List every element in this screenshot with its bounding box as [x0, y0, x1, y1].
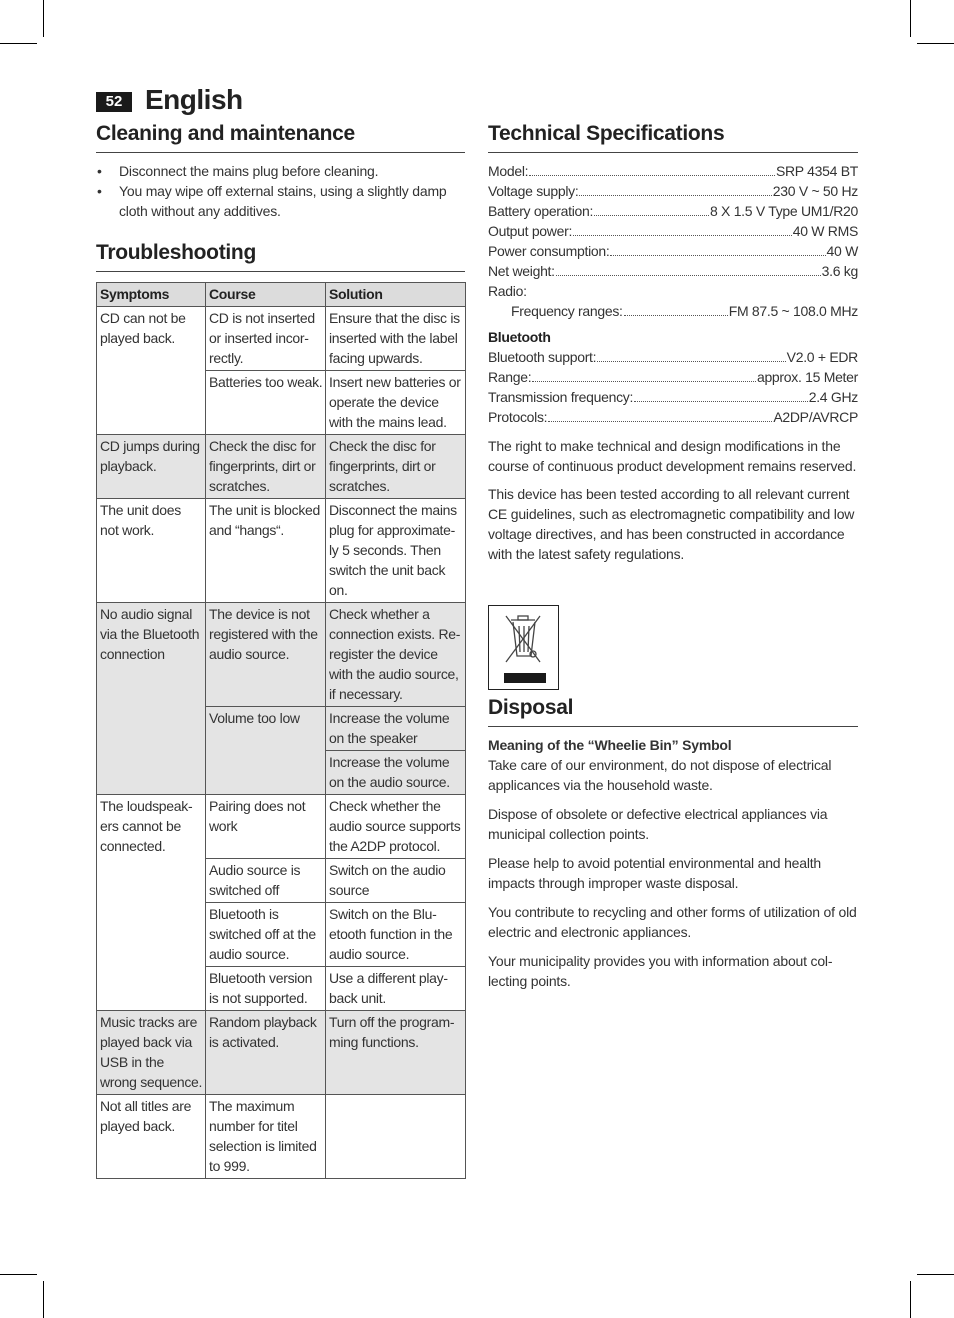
disposal-paragraph: You contribute to recycling and other forms of utilization of old electric and electronic appliances.	[488, 904, 857, 940]
spec-value: 230 V ~ 50 Hz	[772, 183, 858, 199]
spec-row	[488, 367, 858, 387]
table-row	[97, 435, 466, 499]
table-cell: Use a different play-back unit.	[326, 967, 466, 1011]
leader-dots	[548, 407, 772, 422]
spec-row	[488, 241, 858, 261]
wheelie-bin-icon	[488, 605, 559, 690]
list-item: • You may wipe off external stains, using a slightly damp cloth without any additives.	[96, 181, 465, 221]
table-cell: Turn off the program-ming functions.	[326, 1011, 466, 1095]
leader-dots	[573, 221, 792, 236]
table-cell: Not all titles are played back.	[97, 1095, 206, 1179]
spec-label: Model:	[488, 163, 529, 179]
cleaning-list	[96, 161, 465, 221]
spec-row	[488, 261, 858, 281]
table-row	[97, 499, 466, 603]
spec-label: Range:	[488, 369, 532, 385]
table-cell: Pairing does not work	[206, 795, 326, 859]
disposal-subheading: Meaning of the “Wheelie Bin” Symbol	[488, 737, 732, 753]
table-cell: The loudspeak-ers cannot be connected.	[97, 795, 206, 1011]
table-cell: The unit does not work.	[97, 499, 206, 603]
table-cell: Ensure that the disc is inserted with the label facing upwards.	[326, 307, 466, 371]
radio-label: Radio:	[488, 283, 527, 299]
spec-label: Protocols:	[488, 409, 548, 425]
leader-dots	[529, 161, 775, 176]
disposal-paragraph: Dispose of obsolete or defective electrical appliances via municipal collection points.	[488, 806, 828, 842]
list-item: • Disconnect the mains plug before cleaning.	[96, 161, 465, 181]
crop-mark	[910, 0, 911, 37]
troubleshooting-heading: Troubleshooting	[96, 241, 465, 272]
table-cell: Switch on the Blu-etooth function in the audio source.	[326, 903, 466, 967]
table-row	[97, 307, 466, 371]
crop-mark	[0, 43, 37, 44]
spec-row	[488, 161, 858, 181]
cleaning-heading: Cleaning and maintenance	[96, 122, 465, 153]
right-column	[488, 122, 858, 991]
table-cell	[326, 1095, 466, 1179]
spec-value: FM 87.5 ~ 108.0 MHz	[728, 303, 858, 319]
spec-row	[488, 347, 858, 367]
crop-mark	[910, 1281, 911, 1318]
table-cell: Music tracks are played back via USB in the wrong sequence.	[97, 1011, 206, 1095]
spec-label: Battery operation:	[488, 203, 594, 219]
spec-row	[488, 201, 858, 221]
spec-row	[488, 407, 858, 427]
spec-label: Power consumption:	[488, 243, 610, 259]
spec-value: A2DP/AVRCP	[773, 409, 858, 425]
table-cell: Volume too low	[206, 707, 326, 795]
leader-dots	[556, 261, 821, 276]
table-cell: Batteries too weak.	[206, 371, 326, 435]
leader-dots	[579, 181, 771, 196]
table-cell: Check whether a connection exists. Re-register the device with the audio source, if necessary.	[326, 603, 466, 707]
spec-value: SRP 4354 BT	[775, 163, 858, 179]
table-cell: Disconnect the mains plug for approximate-ly 5 seconds. Then switch the unit back on.	[326, 499, 466, 603]
crop-mark	[917, 43, 954, 44]
leader-dots	[594, 201, 709, 216]
table-cell: Bluetooth version is not supported.	[206, 967, 326, 1011]
table-cell: Bluetooth is switched off at the audio source.	[206, 903, 326, 967]
spec-label: Transmission frequency:	[488, 389, 634, 405]
table-cell: Increase the volume on the speaker	[326, 707, 466, 751]
table-cell: No audio signal via the Bluetooth connection	[97, 603, 206, 795]
disposal-paragraph: Please help to avoid potential environmental and health impacts through improper waste disposal.	[488, 855, 822, 891]
leader-dots	[597, 347, 785, 362]
spec-row	[488, 221, 858, 241]
column-header: Solution	[326, 283, 466, 307]
column-header: Course	[206, 283, 326, 307]
page-language-title: English	[145, 84, 243, 115]
spec-value: 40 W	[826, 243, 858, 259]
leader-dots	[610, 241, 825, 256]
spec-label: Voltage supply:	[488, 183, 579, 199]
table-cell: Insert new batteries or operate the device with the mains lead.	[326, 371, 466, 435]
bluetooth-heading: Bluetooth	[488, 329, 551, 345]
disposal-heading: Disposal	[488, 696, 858, 727]
spec-row	[488, 281, 858, 301]
specs-paragraph: This device has been tested according to all relevant current CE guidelines, such as electromagnetic compatibility and low voltage directives, and has been constructed in accordance with the latest safety regulations.	[488, 486, 855, 562]
table-cell: Audio source is switched off	[206, 859, 326, 903]
spec-row	[488, 387, 858, 407]
table-row	[97, 1095, 466, 1179]
table-row	[97, 795, 466, 859]
specs-heading: Technical Specifications	[488, 122, 858, 153]
disposal-paragraph: Take care of our environment, do not dispose of electrical applicances via the household waste.	[488, 757, 832, 793]
table-cell: Check whether the audio source supports the A2DP protocol.	[326, 795, 466, 859]
table-cell: Check the disc for fingerprints, dirt or scratches.	[326, 435, 466, 499]
table-cell: The unit is blocked and “hangs“.	[206, 499, 326, 603]
spec-value: approx. 15 Meter	[756, 369, 858, 385]
spec-label: Frequency ranges:	[511, 303, 623, 319]
disposal-paragraph: Your municipality provides you with information about col-lecting points.	[488, 953, 833, 989]
crop-mark	[43, 1281, 44, 1318]
leader-dots	[634, 387, 808, 402]
table-row	[97, 603, 466, 707]
spec-value: 3.6 kg	[821, 263, 858, 279]
leader-dots	[624, 301, 728, 316]
spec-label: Output power:	[488, 223, 573, 239]
spec-value: V2.0 + EDR	[786, 349, 858, 365]
specs-paragraph: The right to make technical and design modifications in the course of continuous product development remains reserved.	[488, 438, 857, 474]
crop-mark	[43, 0, 44, 37]
crop-mark	[0, 1274, 37, 1275]
specs-list	[488, 161, 858, 427]
table-row	[97, 1011, 466, 1095]
left-column	[96, 122, 465, 1179]
table-cell: Increase the volume on the audio source.	[326, 751, 466, 795]
leader-dots	[532, 367, 756, 382]
spec-label: Net weight:	[488, 263, 555, 279]
spec-value: 8 X 1.5 V Type UM1/R20	[709, 203, 858, 219]
table-cell: CD can not be played back.	[97, 307, 206, 435]
crop-mark	[917, 1274, 954, 1275]
table-cell: The device is not registered with the audio source.	[206, 603, 326, 707]
table-cell: Switch on the audio source	[326, 859, 466, 903]
spec-row	[488, 181, 858, 201]
column-header: Symptoms	[97, 283, 206, 307]
spec-value: 40 W RMS	[792, 223, 858, 239]
page-number: 52	[96, 92, 132, 112]
spec-label: Bluetooth support:	[488, 349, 597, 365]
table-cell: CD jumps during playback.	[97, 435, 206, 499]
table-header-row	[97, 283, 466, 307]
spec-row	[488, 301, 858, 321]
troubleshooting-table	[96, 282, 466, 1179]
table-cell: Random playback is activated.	[206, 1011, 326, 1095]
table-cell: The maximum number for titel selection is limited to 999.	[206, 1095, 326, 1179]
table-cell: CD is not inserted or inserted incor-rectly.	[206, 307, 326, 371]
spec-value: 2.4 GHz	[808, 389, 858, 405]
table-cell: Check the disc for fingerprints, dirt or scratches.	[206, 435, 326, 499]
